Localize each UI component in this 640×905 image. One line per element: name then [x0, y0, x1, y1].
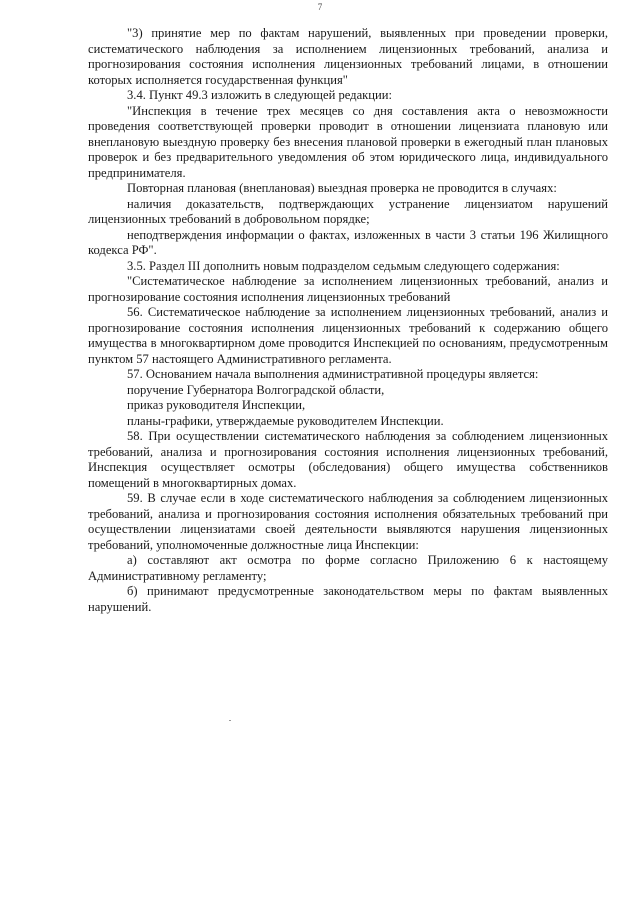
paragraph-11: приказ руководителя Инспекции, [127, 398, 306, 412]
paragraph-7: "Систематическое наблюдение за исполнением лицензионных требований, анализ и прогнозирование состояния исполнения лицензионных требований [88, 274, 608, 304]
paragraph-13: 58. При осуществлении систематического наблюдения за соблюдением лицензионных требований, анализа и прогнозирования состояния исполнения лицензионных требований, Инспекция осуществляет осмотры (обследования) общего имущества собственников помещений в многоквартирных домах. [88, 429, 608, 490]
paragraph-15: а) составляют акт осмотра по форме согласно Приложению 6 к настоящему Административному регламенту; [88, 553, 608, 583]
paragraph-1: 3.4. Пункт 49.3 изложить в следующей редакции: [127, 88, 393, 102]
paragraph-4: наличия доказательств, подтверждающих устранение лицензиатом нарушений лицензионных требований в добровольном порядке; [88, 196, 608, 226]
paragraph-14: 59. В случае если в ходе систематического наблюдения за соблюдением лицензионных требований, анализа и прогнозирования состояния исполнения обязательных требований при осуществлении лицензиатами своей деятельности выявляются нарушения лицензионных требований, уполномоченные должностные лица Инспекции: [88, 491, 608, 552]
paragraph-2: "Инспекция в течение трех месяцев со дня составления акта о невозможности проведения соответствующей проверки проводит в отношении лицензиата плановую или внеплановую выездную проверку без внесения плановой проверки в ежегодный план плановых проверок и без предварительного уведомления об этом юридического лица, индивидуального предпринимателя. [88, 103, 608, 180]
paragraph-3: Повторная плановая (внеплановая) выездная проверка не проводится в случаях: [127, 181, 557, 195]
paragraph-10: поручение Губернатора Волгоградской области, [127, 382, 385, 397]
document-body [88, 26, 608, 615]
scan-dot [229, 720, 231, 721]
paragraph-9: 57. Основанием начала выполнения административной процедуры является: [127, 367, 539, 381]
page-number: 7 [317, 2, 323, 12]
paragraph-12: планы-графики, утверждаемые руководителем Инспекции. [127, 413, 444, 428]
paragraph-6: 3.5. Раздел III дополнить новым подразделом седьмым следующего содержания: [127, 258, 560, 273]
paragraph-16: б) принимают предусмотренные законодательством меры по фактам выявленных нарушений. [88, 584, 608, 614]
paragraph-0: "3) принятие мер по фактам нарушений, выявленных при проведении проверки, систематического наблюдения за исполнением лицензионных требований, анализа и прогнозирования состояния исполнения лицензионных требований лицами, в отношении которых исполняется государственная функция" [88, 26, 608, 87]
paragraph-5: неподтверждения информации о фактах, изложенных в части 3 статьи 196 Жилищного кодекса РФ". [88, 227, 608, 257]
paragraph-8: 56. Систематическое наблюдение за исполнением лицензионных требований, анализ и прогнозирование состояния исполнения лицензионных требований к содержанию общего имущества в многоквартирном доме проводится Инспекцией по основаниям, предусмотренным пунктом 57 настоящего Административного регламента. [88, 305, 608, 366]
